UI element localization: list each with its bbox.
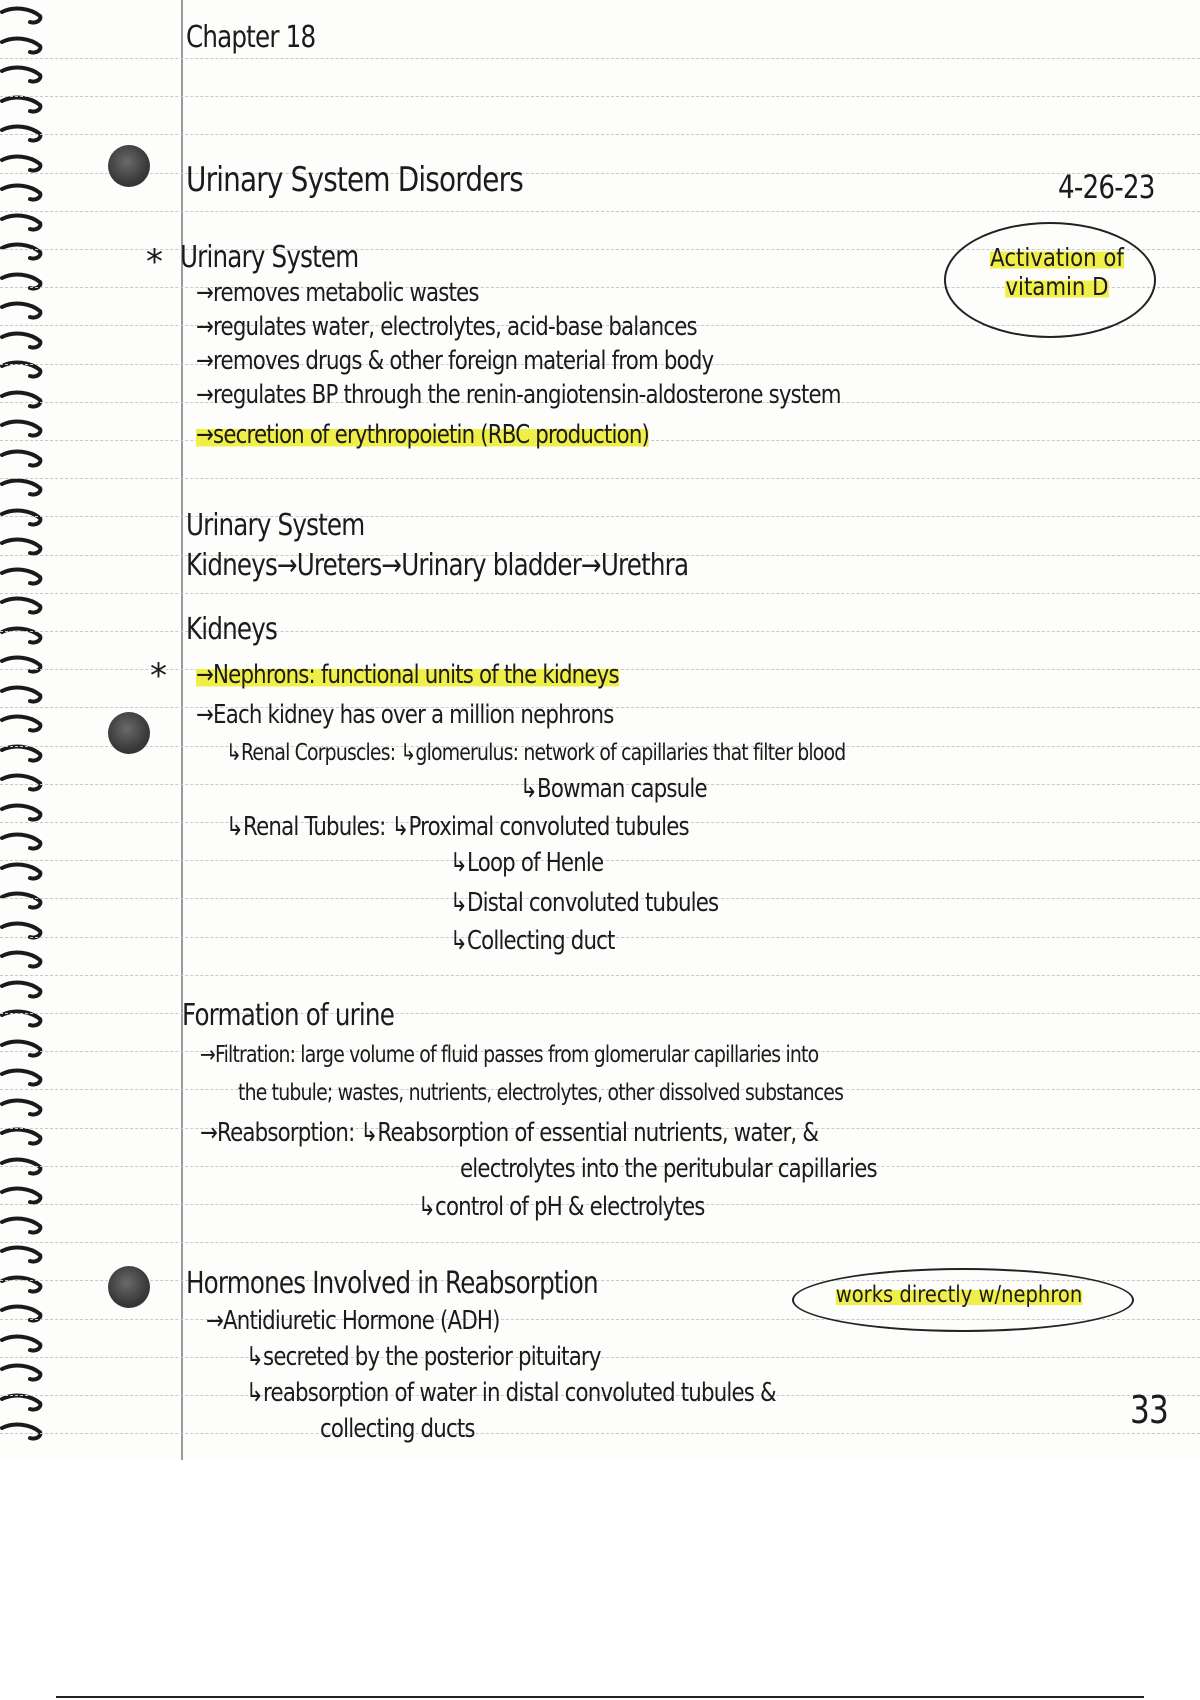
page-title: Urinary System Disorders bbox=[186, 160, 523, 200]
spiral-coil bbox=[0, 862, 44, 886]
note-line: ↳Loop of Henle bbox=[450, 848, 604, 878]
section-heading: Urinary System bbox=[186, 508, 365, 543]
note-line: →regulates BP through the renin-angiotensin-aldosterone system bbox=[196, 380, 841, 410]
spiral-coil bbox=[0, 626, 44, 650]
ruled-line bbox=[0, 1013, 1200, 1014]
cloud-note bbox=[824, 1282, 1094, 1308]
spiral-coil bbox=[0, 1334, 44, 1358]
bottom-rule bbox=[56, 1696, 1144, 1698]
spiral-coil bbox=[0, 567, 44, 591]
section-heading: Urinary System bbox=[180, 240, 359, 275]
note-line: Kidneys→Ureters→Urinary bladder→Urethra bbox=[186, 548, 689, 583]
ruled-line bbox=[0, 211, 1200, 212]
spiral-coil bbox=[0, 685, 44, 709]
spiral-coil bbox=[0, 1275, 44, 1299]
spiral-coil bbox=[0, 714, 44, 738]
spiral-coil bbox=[0, 449, 44, 473]
spiral-coil bbox=[0, 95, 44, 119]
highlighted-note-line: →secretion of erythropoietin (RBC production) bbox=[196, 420, 650, 450]
date: 4-26-23 bbox=[1058, 168, 1155, 206]
spiral-coil bbox=[0, 744, 44, 768]
cloud-note-line: Activation of bbox=[990, 243, 1124, 272]
star-marker: * bbox=[150, 656, 167, 696]
spiral-coil bbox=[0, 1363, 44, 1387]
note-line: →Filtration: large volume of fluid passes from glomerular capillaries into bbox=[200, 1042, 819, 1068]
spiral-coil bbox=[0, 6, 44, 30]
note-line: →Each kidney has over a million nephrons bbox=[196, 700, 614, 730]
spiral-coil bbox=[0, 213, 44, 237]
spiral-coil bbox=[0, 154, 44, 178]
spiral-coil bbox=[0, 596, 44, 620]
note-line: →Reabsorption: ↳Reabsorption of essential nutrients, water, & bbox=[200, 1118, 819, 1148]
cloud-note-line: works directly w/nephron bbox=[835, 1282, 1083, 1308]
page-number: 33 bbox=[1130, 1388, 1169, 1432]
chapter-label: Chapter 18 bbox=[186, 20, 316, 55]
spiral-coil bbox=[0, 832, 44, 856]
note-line: →removes metabolic wastes bbox=[196, 278, 479, 308]
ruled-line bbox=[0, 631, 1200, 632]
spiral-coil bbox=[0, 124, 44, 148]
note-line: ↳Bowman capsule bbox=[520, 774, 707, 804]
spiral-coil bbox=[0, 508, 44, 532]
cloud-note bbox=[976, 244, 1138, 302]
margin-line bbox=[181, 0, 183, 1460]
spiral-coil bbox=[0, 1186, 44, 1210]
spiral-coil bbox=[0, 1245, 44, 1269]
spiral-coil bbox=[0, 921, 44, 945]
ruled-line bbox=[0, 58, 1200, 59]
section-heading: Formation of urine bbox=[182, 998, 395, 1033]
spiral-coil bbox=[0, 950, 44, 974]
spiral-coil bbox=[0, 1127, 44, 1151]
ruled-line bbox=[0, 1242, 1200, 1243]
spiral-coil bbox=[0, 1157, 44, 1181]
star-marker: * bbox=[146, 242, 163, 282]
spiral-coil bbox=[0, 1393, 44, 1417]
ruled-line bbox=[0, 134, 1200, 135]
spiral-coil bbox=[0, 1216, 44, 1240]
note-line: electrolytes into the peritubular capillaries bbox=[460, 1154, 877, 1184]
spiral-coil bbox=[0, 272, 44, 296]
note-line: ↳control of pH & electrolytes bbox=[418, 1192, 705, 1222]
spiral-coil bbox=[0, 65, 44, 89]
spiral-coil bbox=[0, 655, 44, 679]
section-heading: Hormones Involved in Reabsorption bbox=[186, 1266, 598, 1301]
spiral-coil bbox=[0, 36, 44, 60]
note-line: collecting ducts bbox=[320, 1414, 475, 1444]
note-line: ↳Renal Tubules: ↳Proximal convoluted tubules bbox=[226, 812, 689, 842]
spiral-coil bbox=[0, 478, 44, 502]
note-line: →removes drugs & other foreign material from body bbox=[196, 346, 714, 376]
spiral-coil bbox=[0, 803, 44, 827]
ruled-line bbox=[0, 516, 1200, 517]
spiral-coil bbox=[0, 773, 44, 797]
note-line: ↳Distal convoluted tubules bbox=[450, 888, 719, 918]
note-line: ↳Collecting duct bbox=[450, 926, 615, 956]
note-line: the tubule; wastes, nutrients, electrolytes, other dissolved substances bbox=[238, 1080, 844, 1106]
ruled-line bbox=[0, 173, 1200, 174]
note-line: →regulates water, electrolytes, acid-base balances bbox=[196, 312, 697, 342]
highlighted-note-line: →Nephrons: functional units of the kidneys bbox=[196, 660, 619, 690]
ruled-line bbox=[0, 975, 1200, 976]
section-heading: Kidneys bbox=[186, 612, 277, 647]
ruled-line bbox=[0, 96, 1200, 97]
ruled-line bbox=[0, 478, 1200, 479]
punch-hole bbox=[108, 145, 150, 187]
note-line: ↳Renal Corpuscles: ↳glomerulus: network of capillaries that filter blood bbox=[226, 740, 846, 766]
punch-hole bbox=[108, 712, 150, 754]
spiral-coil bbox=[0, 537, 44, 561]
spiral-coil bbox=[0, 1098, 44, 1122]
spiral-coil bbox=[0, 331, 44, 355]
spiral-coil bbox=[0, 980, 44, 1004]
cloud-note-line: vitamin D bbox=[1005, 271, 1109, 301]
note-line: ↳secreted by the posterior pituitary bbox=[246, 1342, 601, 1372]
spiral-coil bbox=[0, 1304, 44, 1328]
spiral-coil bbox=[0, 1422, 44, 1446]
spiral-coil bbox=[0, 242, 44, 266]
spiral-coil bbox=[0, 891, 44, 915]
note-line: ↳reabsorption of water in distal convoluted tubules & bbox=[246, 1378, 776, 1408]
ruled-line bbox=[0, 1433, 1200, 1434]
punch-hole bbox=[108, 1266, 150, 1308]
spiral-coil bbox=[0, 183, 44, 207]
note-line: →Antidiuretic Hormone (ADH) bbox=[206, 1306, 500, 1336]
ruled-line bbox=[0, 593, 1200, 594]
spiral-coil bbox=[0, 301, 44, 325]
